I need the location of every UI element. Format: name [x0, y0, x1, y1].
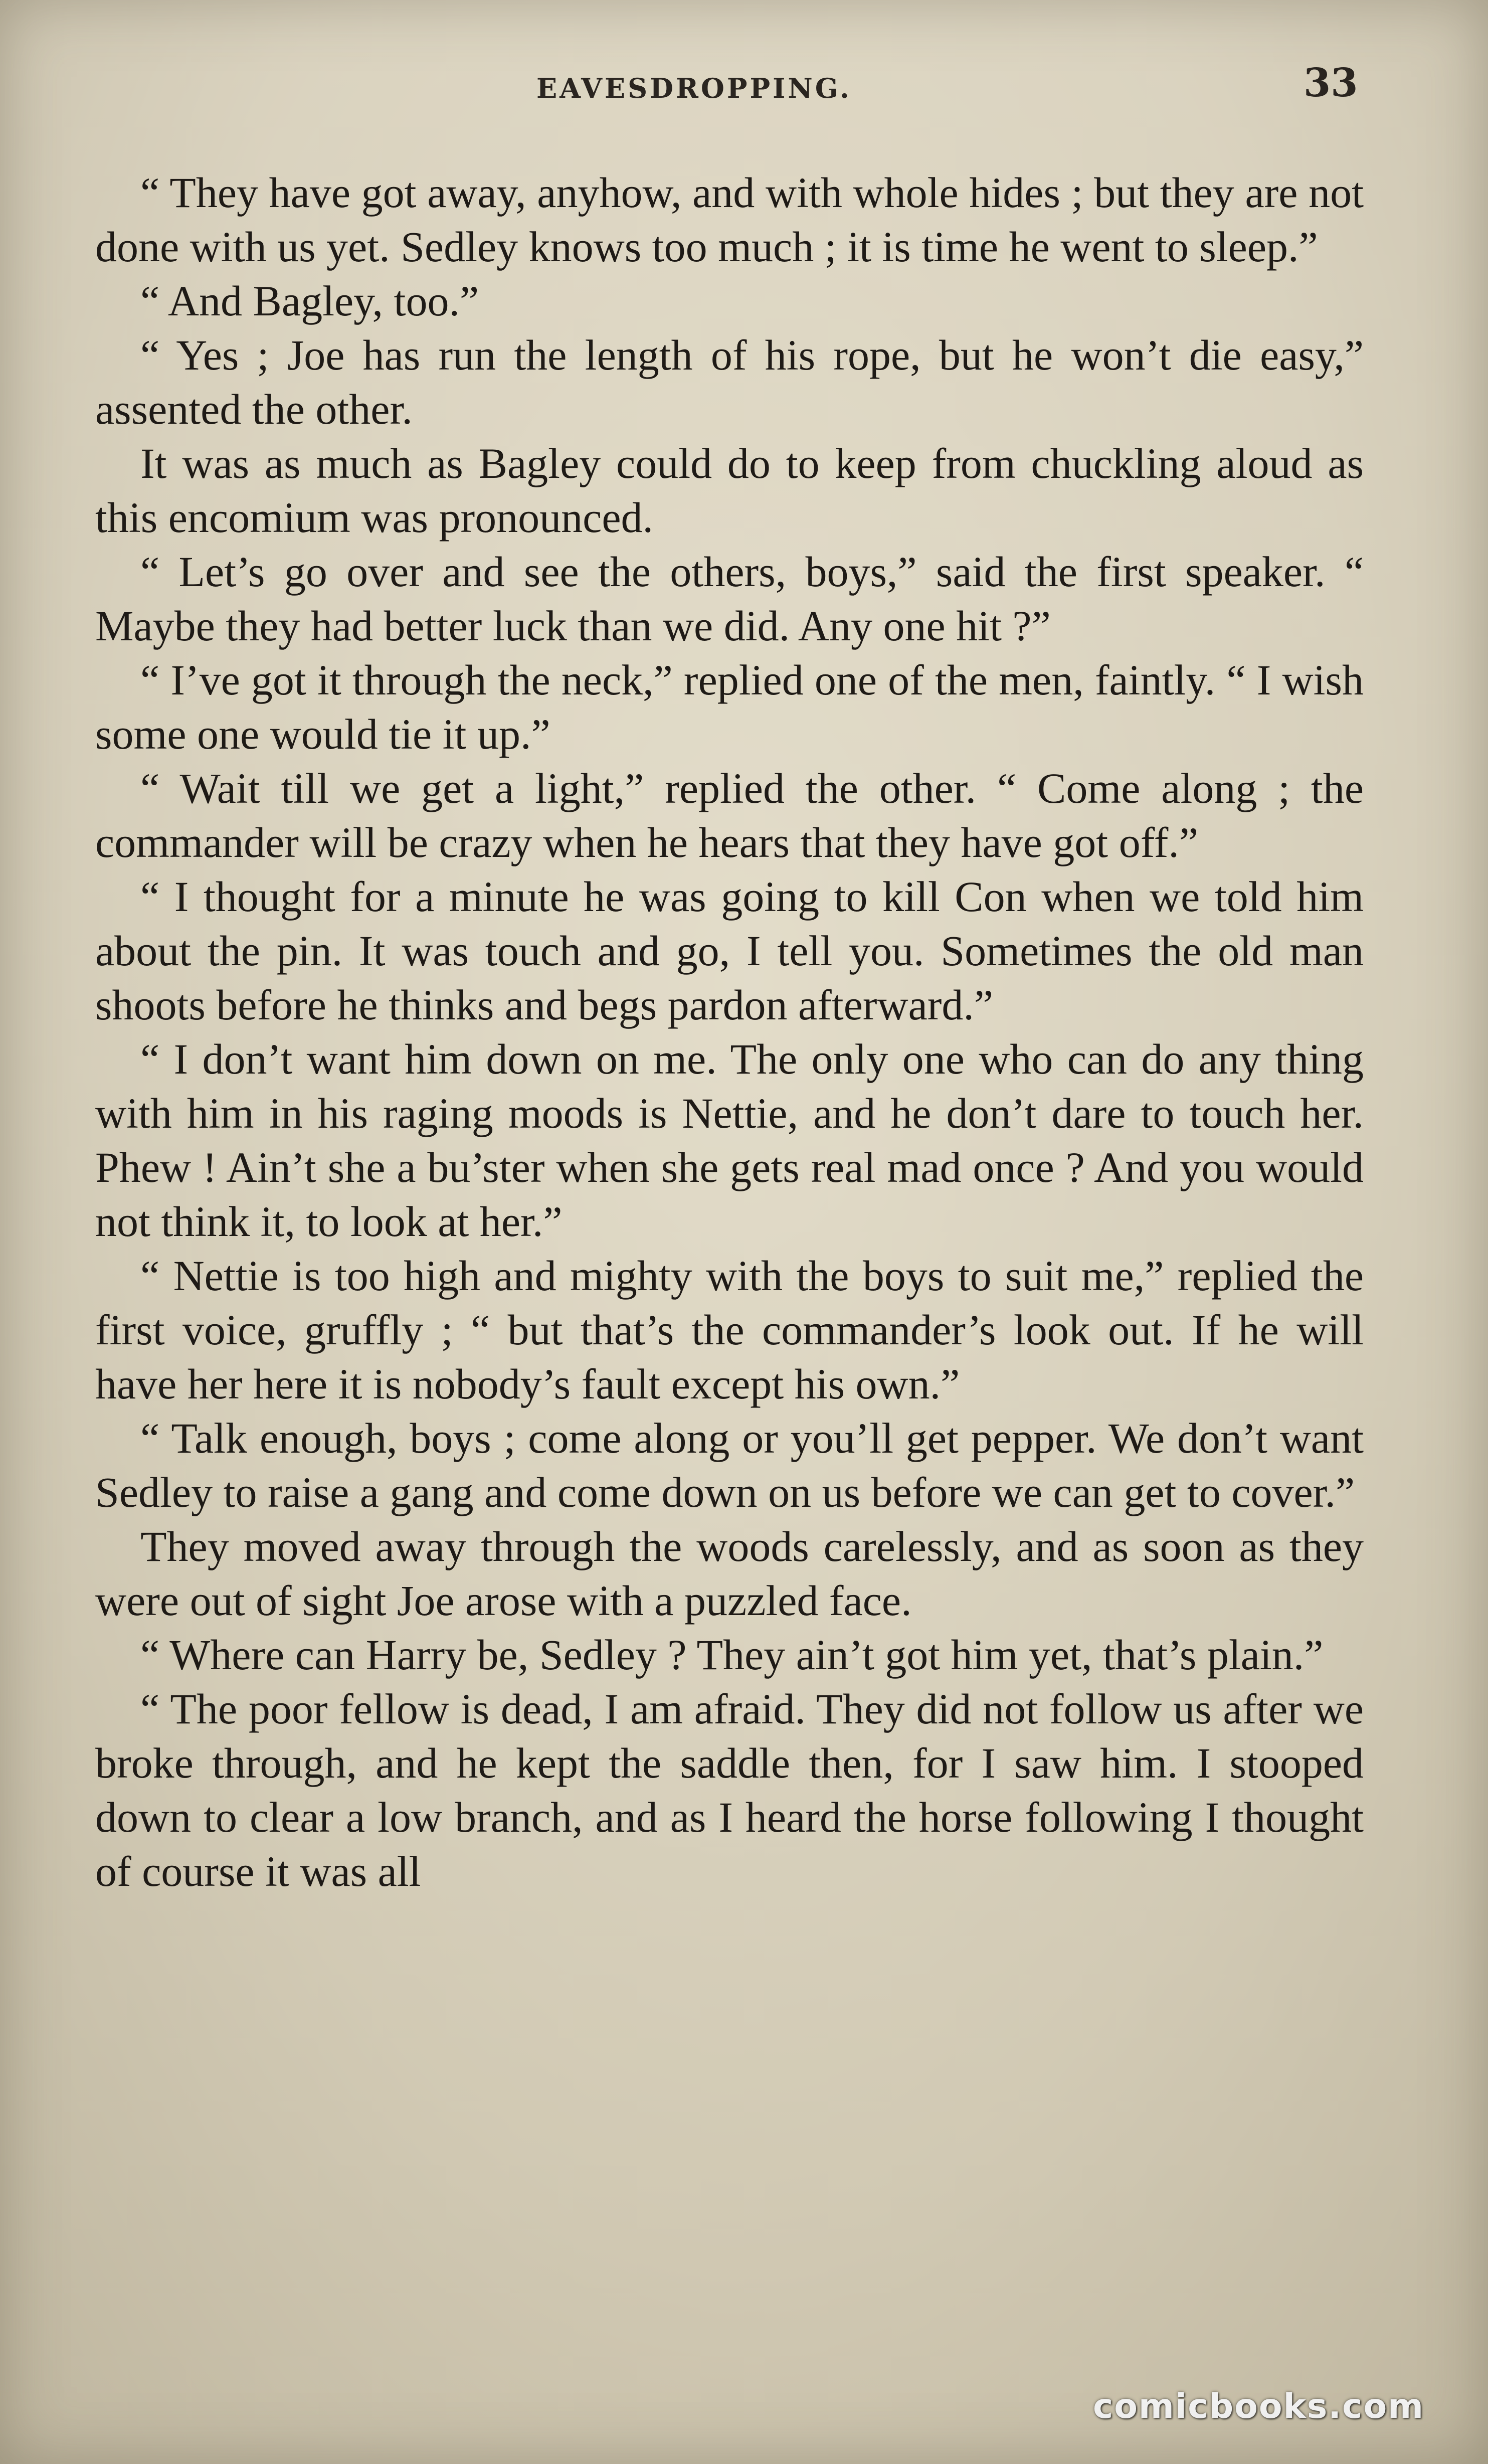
paragraph: “ Yes ; Joe has run the length of his rope, but he won’t die easy,” assented the other.: [95, 331, 1364, 433]
page-number: 33: [1304, 60, 1358, 106]
paragraph: “ Wait till we get a light,” replied the other. “ Come along ; the commander will be crazy when he hears that they have got off.”: [95, 764, 1364, 866]
paragraph: It was as much as Bagley could do to keep from chuckling aloud as this encomium was pronounced.: [95, 439, 1364, 542]
paragraph: “ Where can Harry be, Sedley ? They ain’t got him yet, that’s plain.”: [140, 1631, 1324, 1679]
paragraph: “ They have got away, anyhow, and with whole hides ; but they are not done with us yet. Sedley knows too much ; it is time he went to sleep.”: [95, 168, 1364, 271]
paragraph: “ And Bagley, too.”: [140, 277, 479, 325]
paragraph: “ The poor fellow is dead, I am afraid. They did not follow us after we broke through, and he kept the saddle then, for I saw him. I stooped down to clear a low branch, and as I heard the horse following I thought of course it was all: [95, 1685, 1364, 1895]
paragraph: They moved away through the woods carelessly, and as soon as they were out of sight Joe arose with a puzzled face.: [95, 1522, 1364, 1625]
page-body-text: [95, 165, 1364, 1898]
running-head: [0, 60, 1488, 115]
paragraph: “ Talk enough, boys ; come along or you’ll get pepper. We don’t want Sedley to raise a gang and come down on us before we can get to cover.”: [95, 1414, 1364, 1516]
running-title: EAVESDROPPING.: [536, 72, 852, 104]
paragraph: “ I’ve got it through the neck,” replied one of the men, faintly. “ I wish some one would tie it up.”: [95, 656, 1364, 758]
site-watermark: comicbooks.com: [1093, 2387, 1425, 2426]
paragraph: “ I thought for a minute he was going to kill Con when we told him about the pin. It was touch and go, I tell you. Sometimes the old man shoots before he thinks and begs pardon afterward.”: [95, 872, 1364, 1029]
paragraph: “ I don’t want him down on me. The only one who can do any thing with him in his raging moods is Nettie, and he don’t dare to touch her. Phew ! Ain’t she a bu’ster when she gets real mad once ? And you would not think it, to look at her.”: [95, 1035, 1364, 1246]
paragraph: “ Nettie is too high and mighty with the boys to suit me,” replied the first voice, gruffly ; “ but that’s the commander’s look out. If he will have her here it is nobody’s fault except his own.”: [95, 1252, 1364, 1408]
paragraph: “ Let’s go over and see the others, boys,” said the first speaker. “ Maybe they had better luck than we did. Any one hit ?”: [95, 548, 1364, 650]
